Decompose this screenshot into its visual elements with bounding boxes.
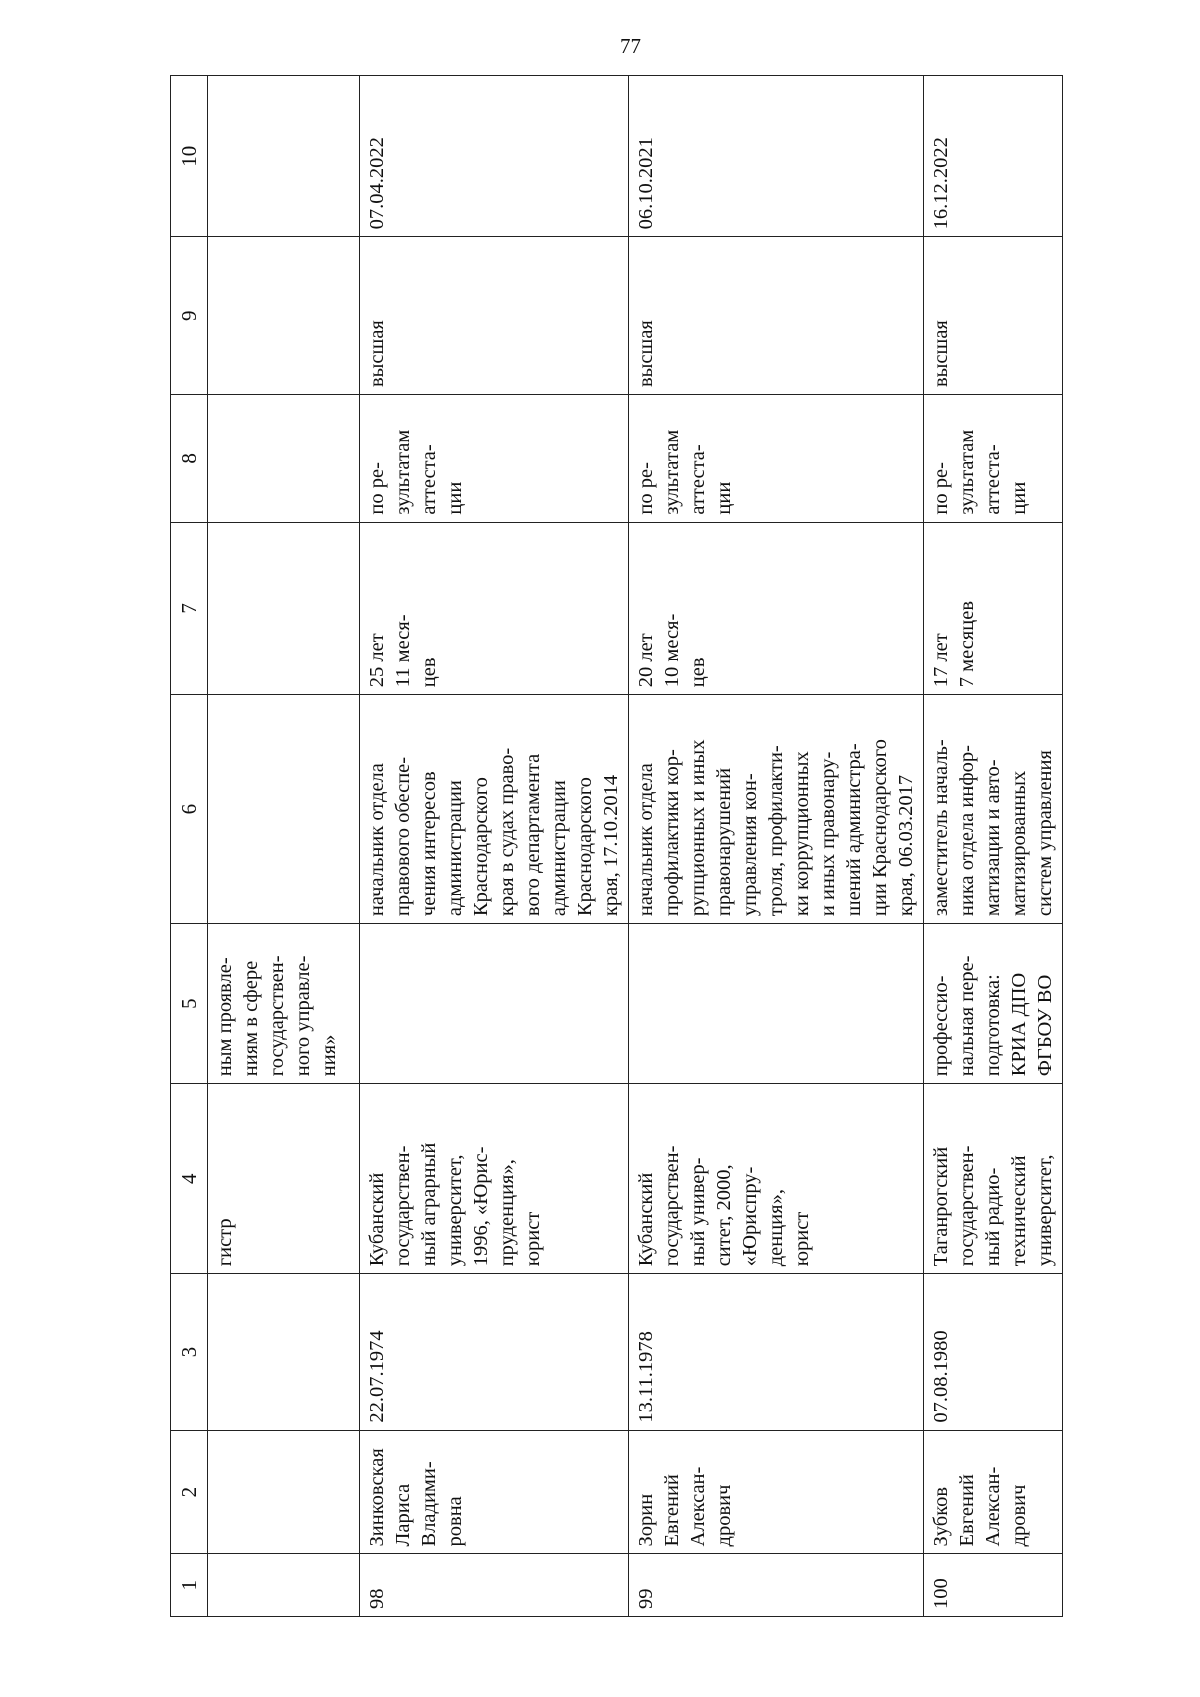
category: высшая bbox=[360, 237, 629, 395]
continued-training-cell: ным проявле- ниям в сфере государствен- ного управле- ния» bbox=[208, 924, 360, 1084]
basis: по ре- зультатам аттеста- ции bbox=[924, 395, 1063, 523]
full-name: Зорин Евгений Алексан- дрович bbox=[629, 1430, 924, 1554]
additional-training bbox=[360, 924, 629, 1084]
position: заместитель началь- ника отдела инфор- матизации и авто- матизированных систем управления bbox=[924, 695, 1063, 924]
date: 07.04.2022 bbox=[360, 76, 629, 237]
continuation-row bbox=[208, 76, 360, 1617]
table-row bbox=[629, 76, 924, 1617]
page-number: 77 bbox=[620, 34, 641, 58]
birth-date: 13.11.1978 bbox=[629, 1274, 924, 1430]
birth-date: 22.07.1974 bbox=[360, 1274, 629, 1430]
basis: по ре- зультатам аттеста- ции bbox=[360, 395, 629, 523]
column-header: 10 bbox=[171, 76, 208, 237]
full-name: Зубков Евгений Алексан- дрович bbox=[924, 1430, 1063, 1554]
column-header: 9 bbox=[171, 237, 208, 395]
continued-education-cell: гистр bbox=[208, 1084, 360, 1274]
row-number: 98 bbox=[360, 1554, 629, 1617]
rotated-table-container bbox=[170, 75, 1056, 1617]
position: начальник отдела правового обеспе- чения интересов администрации Краснодарского края в судах право- вого департамента администрации Краснодарского края, 17.10.2014 bbox=[360, 695, 629, 924]
birth-date: 07.08.1980 bbox=[924, 1274, 1063, 1430]
experience: 17 лет 7 месяцев bbox=[924, 522, 1063, 695]
column-header: 1 bbox=[171, 1554, 208, 1617]
education: Таганрогский государствен- ный радио- технический университет, bbox=[924, 1084, 1063, 1274]
date: 06.10.2021 bbox=[629, 76, 924, 237]
column-number-row bbox=[171, 76, 208, 1617]
column-header: 2 bbox=[171, 1430, 208, 1554]
column-header: 5 bbox=[171, 924, 208, 1084]
table-row bbox=[924, 76, 1063, 1617]
category: высшая bbox=[924, 237, 1063, 395]
full-name: Зинковская Лариса Владими- ровна bbox=[360, 1430, 629, 1554]
position: начальник отдела профилактики кор- рупционных и иных правонарушений управления кон- троля, профилакти- ки коррупционных и иных правонару- шений администра- ции Краснодарского края, 06.03.2017 bbox=[629, 695, 924, 924]
table-row bbox=[360, 76, 629, 1617]
date: 16.12.2022 bbox=[924, 76, 1063, 237]
experience: 25 лет 11 меся- цев bbox=[360, 522, 629, 695]
additional-training bbox=[629, 924, 924, 1084]
column-header: 7 bbox=[171, 522, 208, 695]
column-header: 4 bbox=[171, 1084, 208, 1274]
column-header: 6 bbox=[171, 695, 208, 924]
column-header: 3 bbox=[171, 1274, 208, 1430]
education: Кубанский государствен- ный универ- ситет, 2000, «Юриспру- денция», юрист bbox=[629, 1084, 924, 1274]
personnel-table bbox=[170, 75, 1063, 1617]
education: Кубанский государствен- ный аграрный университет, 1996, «Юрис- пруденция», юрист bbox=[360, 1084, 629, 1274]
category: высшая bbox=[629, 237, 924, 395]
row-number: 99 bbox=[629, 1554, 924, 1617]
basis: по ре- зультатам аттеста- ции bbox=[629, 395, 924, 523]
column-header: 8 bbox=[171, 395, 208, 523]
row-number: 100 bbox=[924, 1554, 1063, 1617]
experience: 20 лет 10 меся- цев bbox=[629, 522, 924, 695]
additional-training: профессио- нальная пере- подготовка: КРИА ДПО ФГБОУ ВО bbox=[924, 924, 1063, 1084]
